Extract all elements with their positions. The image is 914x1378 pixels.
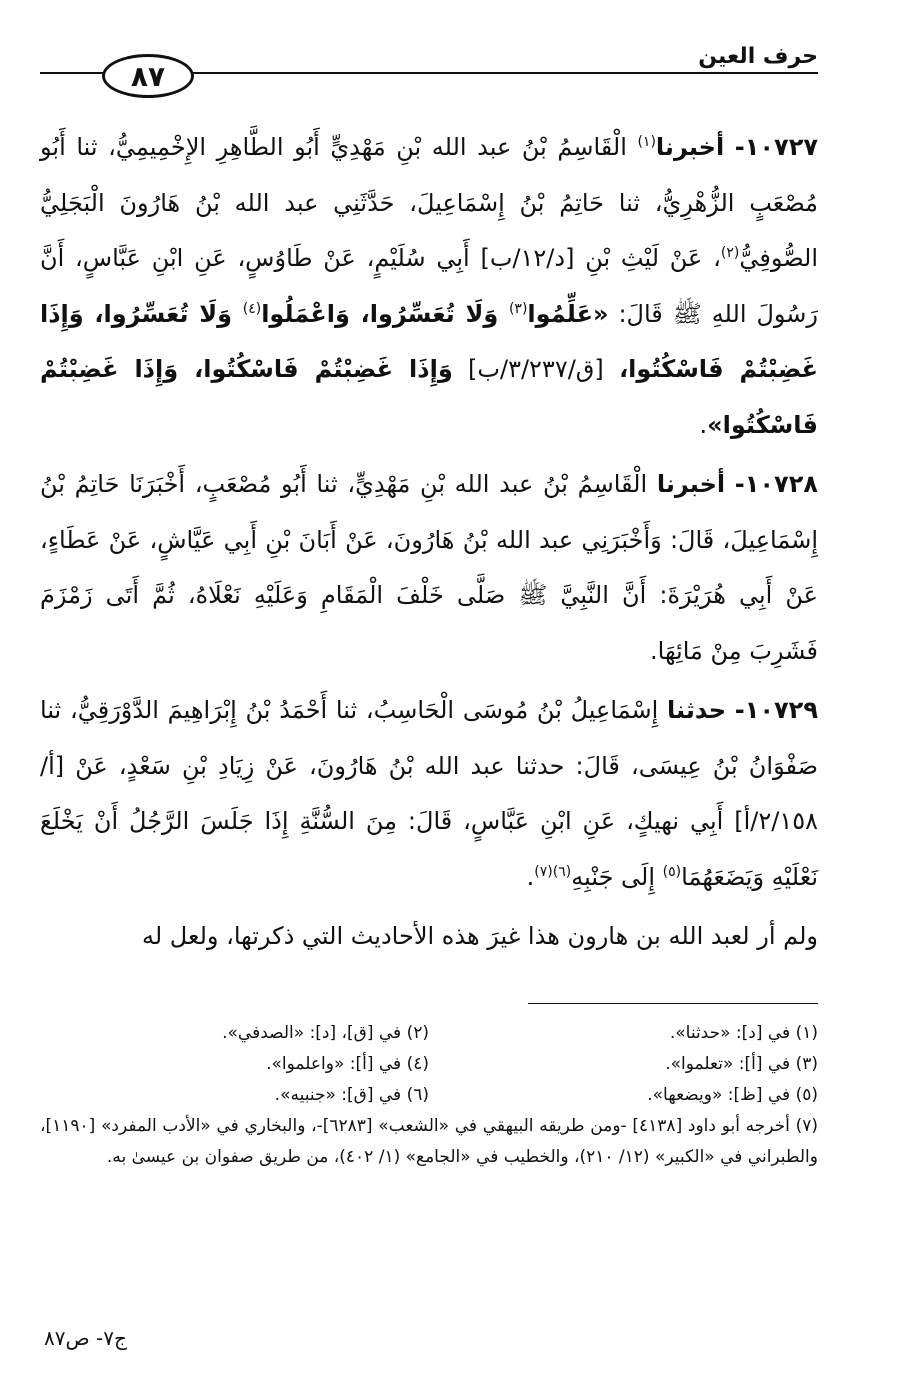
footnote-7: (٧) أخرجه أبو داود [٤١٣٨] -ومن طريقه البيهقي في «الشعب» [٦٢٨٣]-، والبخاري في «الأدب المفرد» [١١٩٠]، والطبراني في «الكبير» (١٢/ ٢١٠)، والخطيب في «الجامع» (١/ ٤٠٢)، من طريق صفوان بن عيسىٰ به.	[40, 1116, 818, 1167]
footnote-ref: (١)	[637, 134, 656, 150]
hadith-text: الْقَاسِمُ بْنُ عبد الله بْنِ مَهْدِيٍّ، ثنا أَبُو مُصْعَبٍ، أَخْبَرَنَا حَاتِمُ بْنُ إِسْمَاعِيلَ، قَالَ: وَأَخْبَرَنِي عبد الله بْنُ هَارُونَ، عَنْ أَبَانَ بْنِ أَبِي عَيَّاشٍ، عَنْ عَطَاءٍ، عَنْ أَبِي هُرَيْرَةَ: أَنَّ النَّبِيَّ ﷺ صَلَّى خَلْفَ الْمَقَامِ وَعَلَيْهِ نَعْلَاهُ، ثُمَّ أَتَى زَمْزَمَ فَشَرِبَ مِنْ مَائِهَا.	[40, 470, 818, 665]
transmission-keyword: حدثنا	[667, 696, 727, 724]
footnote-6: (٦) في [ق]: «جنبيه».	[274, 1085, 429, 1105]
matn-text: «عَلِّمُوا	[527, 299, 609, 328]
matn-text: وَلَا تُعَسِّرُوا، وَاعْمَلُوا	[261, 299, 509, 328]
matn-text: وَلَا تُعَسِّرُوا، وَإِذَا غَضِبْتُمْ فَاسْكُتُوا،	[40, 299, 818, 383]
hadith-text: إِسْمَاعِيلُ بْنُ مُوسَى الْحَاسِبُ، ثنا أَحْمَدُ بْنُ إِبْرَاهِيمَ الدَّوْرَقِيُّ، ثنا صَفْوَانُ بْنُ عِيسَى، قَالَ: حدثنا عبد الله بْنُ هَارُونَ، عَنْ زِيَادِ بْنِ سَعْدٍ، عَنْ [أ/٢/١٥٨/أ] أَبِي نهيكٍ، عَنِ ابْنِ عَبَّاسٍ، قَالَ: مِنَ السُّنَّةِ إِذَا جَلَسَ الرَّجُلُ أَنْ يَخْلَعَ نَعْلَيْهِ وَيَضَعَهُمَا	[40, 696, 818, 891]
footnote-rule	[528, 1003, 818, 1004]
hadith-number: ١٠٧٢٧-	[734, 133, 818, 161]
footnote-row	[40, 1080, 818, 1111]
footnote-ref: (٦)(٧)	[534, 863, 572, 880]
hadith-10727	[40, 120, 818, 453]
footnote-ref: (٤)	[242, 300, 262, 317]
footnote-1: (١) في [د]: «حدثنا».	[669, 1023, 818, 1043]
transmission-keyword: أخبرنا	[656, 470, 726, 498]
running-header-title: حرف العين	[698, 44, 818, 69]
footnotes	[40, 1018, 818, 1173]
isnad-text: ، عَنْ لَيْثِ بْنِ [د/١٢/ب] أَبِي سُلَيْمٍ، عَنْ طَاوُسٍ، عَنِ ابْنِ عَبَّاسٍ، أَنَّ رَسُولَ اللهِ ﷺ قَالَ:	[40, 244, 818, 328]
isnad-text: الْقَاسِمُ بْنُ عبد الله بْنِ مَهْدِيٍّ أَبُو الطَّاهِرِ الإِخْمِيمِيُّ، ثنا أَبُو مُصْعَبٍ الزُّهْرِيُّ، ثنا حَاتِمُ بْنُ إِسْمَاعِيلَ، حَدَّثَنِي عبد الله بْنُ هَارُونَ الْبَجَلِيُّ الصُّوفِيُّ	[40, 133, 819, 272]
footnote-ref: (٢)	[720, 245, 740, 261]
period: .	[526, 862, 535, 891]
volume-page-reference: ج٧- ص٨٧	[44, 1326, 127, 1350]
period: .	[699, 410, 708, 439]
matn-text: وَإِذَا غَضِبْتُمْ فَاسْكُتُوا، وَإِذَا غَضِبْتُمْ فَاسْكُتُوا»	[40, 355, 818, 439]
footnote-row	[40, 1049, 818, 1080]
footnote-ref: (٥)	[662, 863, 682, 880]
hadith-number: ١٠٧٢٨-	[734, 470, 818, 498]
transmission-keyword: أخبرنا	[655, 133, 725, 161]
footnote-5: (٥) في [ظ]: «ويضعها».	[647, 1085, 818, 1105]
closing-paragraph: ولم أر لعبد الله بن هارون هذا غيرَ هذه الأحاديث التي ذكرتها، ولعل له	[142, 922, 818, 950]
hadith-number: ١٠٧٢٩-	[734, 696, 818, 724]
footnote-2: (٢) في [ق]، [د]: «الصدفي».	[222, 1023, 429, 1043]
manuscript-marker: [ق/٣/٢٣٧/ب]	[452, 355, 620, 383]
page-number: ٨٧	[130, 59, 166, 93]
hadith-10729	[40, 683, 818, 905]
footnote-3: (٣) في [أ]: «تعلموا».	[665, 1054, 818, 1074]
hadith-text: إِلَى جَنْبِهِ	[571, 862, 663, 891]
footnote-row	[40, 1018, 818, 1049]
footnote-ref: (٣)	[508, 300, 528, 317]
main-text	[40, 120, 818, 965]
hadith-10728	[40, 457, 818, 679]
footnote-4: (٤) في [أ]: «واعلموا».	[266, 1054, 429, 1074]
page-number-oval	[102, 54, 194, 98]
